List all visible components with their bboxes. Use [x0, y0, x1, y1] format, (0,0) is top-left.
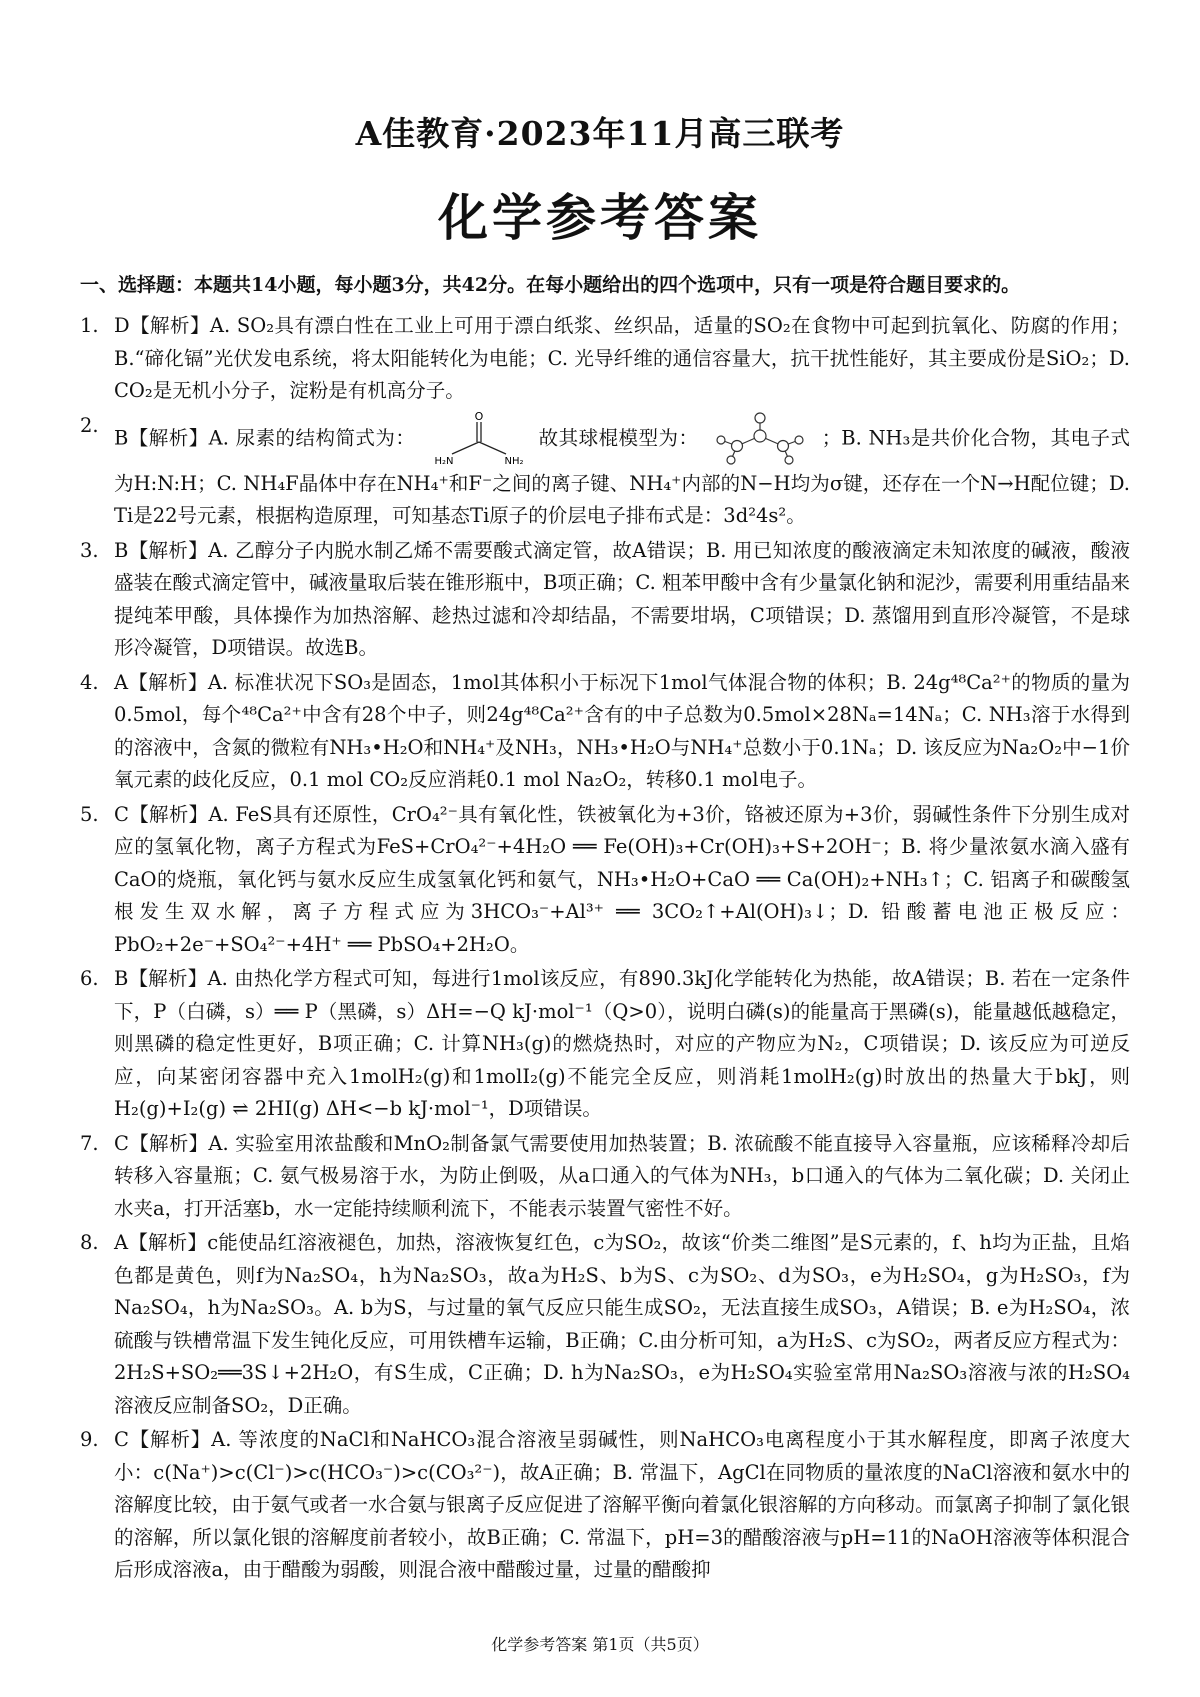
answer-item-1: 1. D【解析】A. SO₂具有漂白性在工业上可用于漂白纸浆、丝织品，适量的SO₂在食物中可起到抗氧化、防腐的作用；B.“碲化镉”光伏发电系统，将太阳能转化为电能；C. 光导纤维的通信容量大，抗干扰性能好，其主要成份是SiO₂；D. CO₂是无机小分子，淀粉是有机高分子。	[80, 314, 1130, 402]
document-title: 化学参考答案	[438, 188, 762, 247]
answer-list	[80, 310, 1130, 1589]
answer-item-4: 4. A【解析】A. 标准状况下SO₃是固态，1mol其体积小于标况下1mol气体混合物的体积；B. 24g⁴⁸Ca²⁺的物质的量为0.5mol，每个⁴⁸Ca²⁺中含有28个中子，则24g⁴⁸Ca²⁺含有的中子总数为0.5mol×28Nₐ=14Nₐ；C. NH₃溶于水得到的溶液中，含氮的微粒有NH₃•H₂O和NH₄⁺及NH₃，NH₃•H₂O与NH₄⁺总数小于0.1Nₐ；D. 该反应为Na₂O₂中−1价氧元素的歧化反应，0.1 mol CO₂反应消耗0.1 mol Na₂O₂，转移0.1 mol电子。	[80, 670, 1130, 791]
answer-item-7: 7. C【解析】A. 实验室用浓盐酸和MnO₂制备氯气需要使用加热装置；B. 浓硫酸不能直接导入容量瓶，应该稀释冷却后转移入容量瓶；C. 氨气极易溶于水，为防止倒吸，从a口通入的气体为NH₃，b口通入的气体为二氧化碳；D. 关闭止水夹a，打开活塞b，水一定能持续顺利流下，不能表示装置气密性不好。	[80, 1131, 1130, 1220]
answer-item-2: 2. B【解析】A. 尿素的结构简式为： O H₂N NH₂ 故其球棍模型为： ；B. NH₃是共价化合物，其电子式为H:N:H；C. NH₄F晶体中存在NH₄⁺和F⁻之间的离子键、NH₄⁺内部的N−H均为σ键，还存在一个N→H配位键；D. Ti是22号元素，根据构造原理，可知基态Ti原子的价层电子排布式是：3d²4s²。	[80, 409, 1130, 527]
svg-text:H₂N: H₂N	[434, 455, 454, 467]
svg-text:O: O	[474, 409, 484, 423]
answer-item-3: 3. B【解析】A. 乙醇分子内脱水制乙烯不需要酸式滴定管，故A错误；B. 用已知浓度的酸液滴定未知浓度的碱液，酸液盛装在酸式滴定管中，碱液量取后装在锥形瓶中，B项正确；C. 粗苯甲酸中含有少量氯化钠和泥沙，需要利用重结晶来提纯苯甲酸，具体操作为加热溶解、趁热过滤和冷却结晶，不需要坩埚，C项错误；D. 蒸馏用到直形冷凝管，不是球形冷凝管，D项错误。故选B。	[80, 538, 1130, 659]
urea-structure-icon	[422, 410, 532, 468]
answer-item-8: 8. A【解析】c能使品红溶液褪色，加热，溶液恢复红色，c为SO₂，故该“价类二维图”是S元素的，f、h均为正盐，且焰色都是黄色，则f为Na₂SO₄，h为Na₂SO₃，故a为H₂S、b为S、c为SO₂、d为SO₃，e为H₂SO₄，g为H₂SO₃，f为Na₂SO₄，h为Na₂SO₃。A. b为S，与过量的氧气反应只能生成SO₂，无法直接生成SO₃，A错误；B. e为H₂SO₄，浓硫酸与铁槽常温下发生钝化反应，可用铁槽车运输，B正确；C.由分析可知，a为H₂S、c为SO₂，两者反应方程式为：2H₂S+SO₂══3S↓+2H₂O，有S生成，C正确；D. h为Na₂SO₃，e为H₂SO₄实验室常用Na₂SO₃溶液与浓的H₂SO₄溶液反应制备SO₂，D正确。	[80, 1231, 1130, 1417]
exam-title: A佳教育·2023年11月高三联考	[355, 114, 845, 153]
page-footer: 化学参考答案 第1页（共5页）	[491, 1635, 709, 1654]
svg-text:NH₂: NH₂	[504, 455, 524, 467]
urea-ball-stick-model-icon	[705, 410, 815, 468]
answer-item-9: 9. C【解析】A. 等浓度的NaCl和NaHCO₃混合溶液呈弱碱性，则NaHCO₃电离程度小于其水解程度，即离子浓度大小：c(Na⁺)>c(Cl⁻)>c(HCO₃⁻)>c(CO₃²⁻)，故A正确；B. 常温下，AgCl在同物质的量浓度的NaCl溶液和氨水中的溶解度比较，由于氨气或者一水合氨与银离子反应促进了溶解平衡向着氯化银溶解的方向移动。而氯离子抑制了氯化银的溶解，所以氯化银的溶解度前者较小，故B正确；C. 常温下，pH=3的醋酸溶液与pH=11的NaOH溶液等体积混合后形成溶液a，由于醋酸为弱酸，则混合液中醋酸过量，过量的醋酸抑	[80, 1428, 1130, 1581]
answer-item-6: 6. B【解析】A. 由热化学方程式可知，每进行1mol该反应，有890.3kJ化学能转化为热能，故A错误；B. 若在一定条件下，P（白磷，s）══ P（黑磷，s）ΔH=−Q kJ·mol⁻¹（Q>0），说明白磷(s)的能量高于黑磷(s)，能量越低越稳定，则黑磷的稳定性更好，B项正确；C. 计算NH₃(g)的燃烧热时，对应的产物应为N₂，C项错误；D. 该反应为可逆反应，向某密闭容器中充入1molH₂(g)和1molI₂(g)不能完全反应，则消耗1molH₂(g)时放出的热量大于bkJ，则H₂(g)+I₂(g) ⇌ 2HI(g) ΔH<−b kJ·mol⁻¹，D项错误。	[80, 967, 1130, 1120]
answer-item-5: 5. C【解析】A. FeS具有还原性，CrO₄²⁻具有氧化性，铁被氧化为+3价，铬被还原为+3价，弱碱性条件下分别生成对应的氢氧化物，离子方程式为FeS+CrO₄²⁻+4H₂O ══ Fe(OH)₃+Cr(OH)₃+S+2OH⁻；B. 将少量浓氨水滴入盛有CaO的烧瓶，氧化钙与氨水反应生成氢氧化钙和氨气，NH₃•H₂O+CaO ══ Ca(OH)₂+NH₃↑；C. 铝离子和碳酸氢根发生双水解，离子方程式应为3HCO₃⁻+Al³⁺ ══ 3CO₂↑+Al(OH)₃↓；D. 铅酸蓄电池正极反应：PbO₂+2e⁻+SO₄²⁻+4H⁺ ══ PbSO₄+2H₂O。	[80, 802, 1130, 956]
section-heading: 一、选择题：本题共14小题，每小题3分，共42分。在每小题给出的四个选项中，只有一项是符合题目要求的。	[80, 274, 1021, 296]
